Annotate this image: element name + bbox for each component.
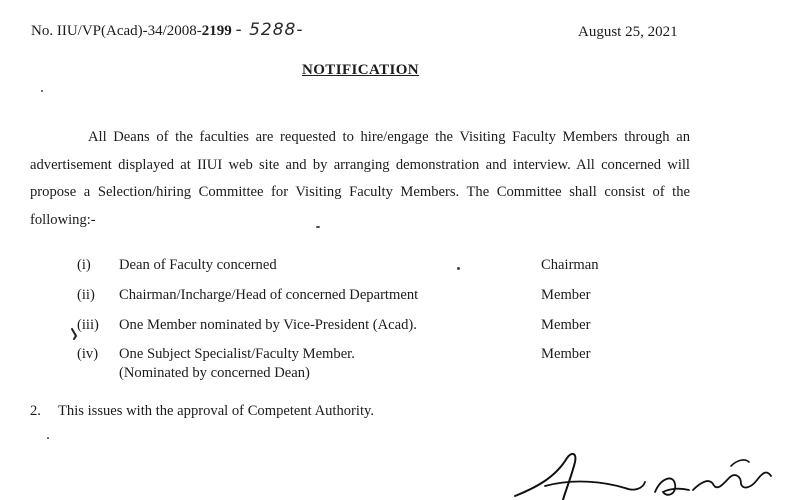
note-text: This issues with the approval of Competent Authority.	[58, 403, 375, 419]
item-role: Member	[541, 317, 591, 333]
page-title: NOTIFICATION	[302, 62, 420, 78]
scan-speck	[316, 226, 320, 228]
body-paragraph	[30, 124, 690, 234]
scan-speck	[457, 267, 460, 270]
item-subtext: (Nominated by concerned Dean)	[119, 365, 310, 381]
item-text: Chairman/Incharge/Head of concerned Department	[119, 287, 419, 303]
handwritten-signature-icon	[505, 448, 789, 500]
approval-note	[30, 403, 374, 420]
item-role: Member	[541, 287, 591, 303]
item-number: (iii)	[77, 317, 99, 333]
item-number: (iv)	[77, 346, 99, 362]
item-number: (i)	[77, 257, 91, 273]
item-text: One Member nominated by Vice-President (Acad).	[119, 317, 417, 333]
committee-item	[0, 346, 789, 386]
reference-prefix: No. IIU/VP(Acad)-34/2008-	[31, 23, 202, 39]
committee-item	[0, 287, 789, 307]
pen-mark-icon	[70, 327, 84, 341]
reference-number	[31, 20, 303, 40]
note-number: 2.	[30, 403, 41, 419]
item-role: Chairman	[541, 257, 599, 273]
notification-date: August 25, 2021	[578, 24, 678, 40]
body-text: All Deans of the faculties are requested to hire/engage the Visiting Faculty Members through an advertisement displayed at IIUI web site and by arranging demonstration and interview. All concerned will propose a Selection/hiring Committee for Visiting Faculty Members. The Committee shall consist of the following:-	[30, 129, 690, 228]
scan-speck	[41, 90, 43, 92]
item-role: Member	[541, 346, 591, 362]
item-text: Dean of Faculty concerned	[119, 257, 277, 273]
item-text: One Subject Specialist/Faculty Member.	[119, 346, 355, 362]
handwritten-reference: - 5288-	[235, 20, 304, 40]
item-number: (ii)	[77, 287, 95, 303]
committee-item	[0, 257, 789, 277]
reference-number-bold: 2199	[201, 23, 232, 39]
committee-item	[0, 317, 789, 337]
scan-speck	[47, 437, 49, 439]
